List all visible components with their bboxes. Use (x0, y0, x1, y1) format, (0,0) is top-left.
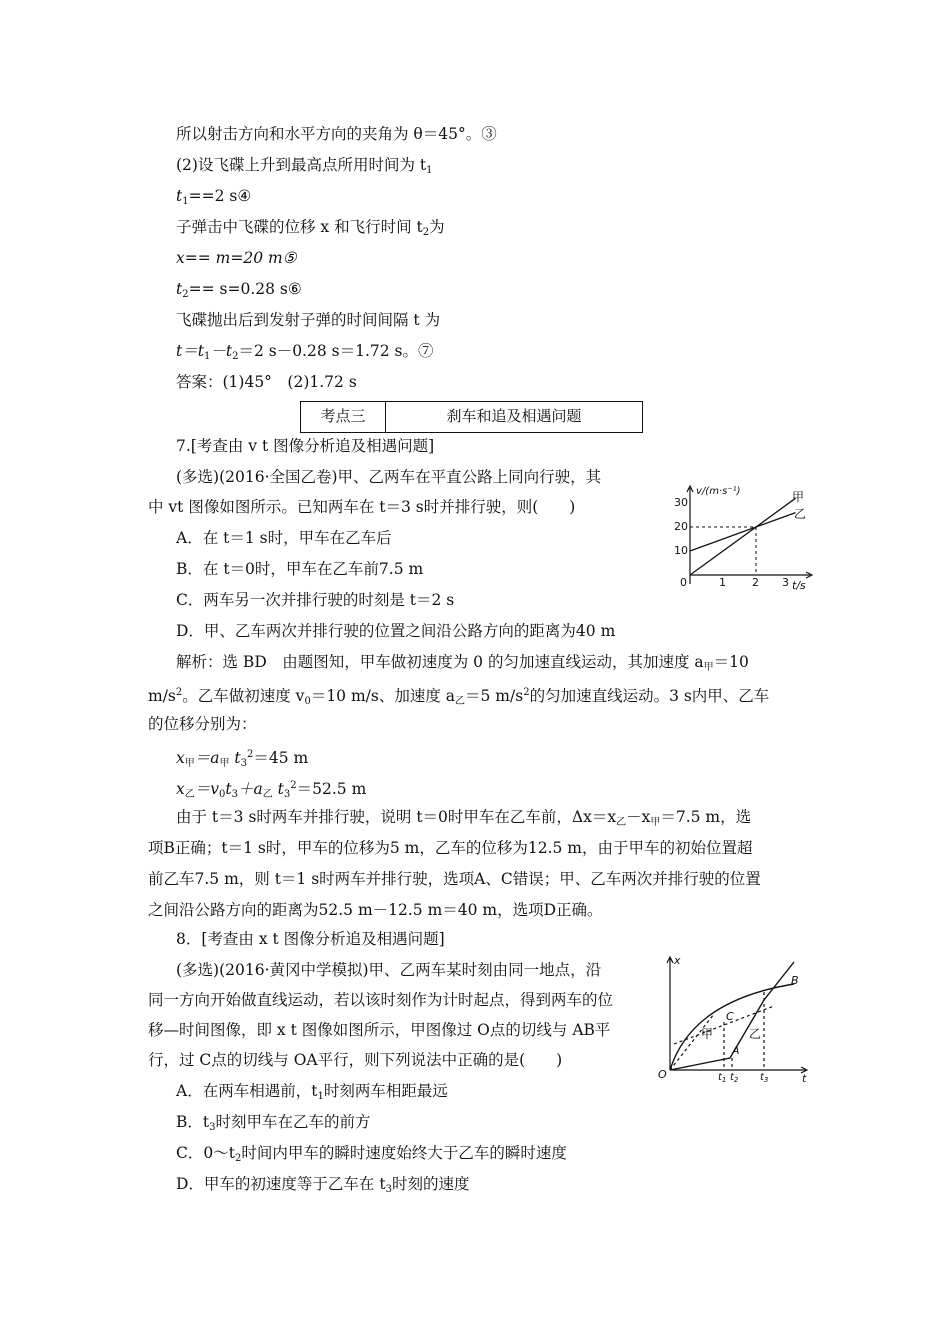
section-label: 考点三 (301, 402, 386, 432)
solution-line: 子弹击中飞碟的位移 x 和飞行时间 $t_2$为 (176, 218, 445, 238)
y-axis-label: v/(m·s⁻¹) (696, 486, 741, 497)
x-tick-label: 1 (719, 576, 726, 589)
solution-line: x== m=20 m⑤ (176, 249, 297, 267)
section-title: 刹车和追及相遇问题 (446, 407, 582, 425)
t2-label: $t_2$ (730, 1072, 739, 1082)
curve-jia-label: 甲 (701, 1027, 714, 1041)
point-c-label: C (726, 1010, 734, 1023)
q7-solution: 之间沿公路方向的距离为52.5 m－12.5 m＝40 m，选项D正确。 (148, 901, 603, 919)
t3-label: $t_3$ (760, 1072, 769, 1082)
series-label-yi: 乙 (794, 507, 807, 521)
q7-solution: 的位移分别为： (148, 715, 257, 733)
series-line-jia (690, 498, 796, 575)
q7-stem: (多选)(2016·全国乙卷)甲、乙两车在平直公路上同向行驶，其 (176, 468, 602, 486)
q8-option-d: D．甲车的初速度等于乙车在 $t_3$时刻的速度 (176, 1175, 470, 1195)
x-axis-label: t/s (792, 579, 806, 592)
series-line-yi (690, 513, 796, 551)
q8-option-c: C．$0\sim t_2$时间内甲车的瞬时速度始终大于乙车的瞬时速度 (176, 1144, 567, 1164)
solution-line: (2)设飞碟上升到最高点所用时间为 $t_1$ (176, 156, 433, 176)
axis-label-t: t (802, 1072, 807, 1082)
q7-solution: 项B正确；t＝1 s时，甲车的位移为5 m，乙车的位移为12.5 m，由于甲车的初始位置超 (148, 839, 753, 857)
q7-solution: 解析：选 BD 由题图知，甲车做初速度为 0 的匀加速直线运动，其加速度 $a_甲=10$ (176, 653, 749, 673)
solution-line: $t_1==2$ s④ (176, 187, 252, 207)
y-tick-label: 20 (674, 520, 688, 533)
q8-option-b: B．$t_3$时刻甲车在乙车的前方 (176, 1113, 371, 1133)
q8-stem: 同一方向开始做直线运动，若以该时刻作为计时起点，得到两车的位 (148, 991, 614, 1009)
vt-chart (672, 482, 822, 592)
q7-heading: 7.[考查由 v t 图像分析追及相遇问题] (176, 437, 435, 455)
q8-stem: (多选)(2016·黄冈中学模拟)甲、乙两车某时刻由同一地点，沿 (176, 961, 602, 979)
point-b-label: B (791, 974, 799, 987)
tangent-at-O (670, 1014, 714, 1070)
q7-solution: 前乙车7.5 m，则 t＝1 s时两车并排行驶，选项A、C错误；甲、乙车两次并排行驶的位置 (148, 870, 761, 888)
y-tick-label: 30 (674, 496, 688, 509)
q7-option-a: A．在 t＝1 s时，甲车在乙车后 (176, 529, 392, 547)
origin-label: O (658, 1068, 667, 1081)
solution-line: 飞碟抛出后到发射子弹的时间间隔 t 为 (176, 311, 441, 329)
x-tick-label: 2 (752, 576, 759, 589)
t1-label: $t_1$ (718, 1072, 727, 1082)
axis-label-x: x (674, 954, 681, 967)
section-table (300, 401, 643, 433)
curve-yi-label: 乙 (749, 1027, 762, 1041)
q8-heading: 8．[考查由 x t 图像分析追及相遇问题] (176, 930, 445, 948)
q8-stem: 行，过 C点的切线与 OA平行，则下列说法中正确的是( ) (148, 1051, 563, 1069)
q7-equation: $x_甲=a_甲$ $t_3^2=45$ m (176, 749, 309, 769)
q8-stem: 移—时间图像，即 x t 图像如图所示，甲图像过 O点的切线与 AB平 (148, 1021, 611, 1039)
answer-line: 答案：(1)45° (2)1.72 s (176, 373, 357, 391)
series-label-jia: 甲 (792, 490, 805, 504)
curve-jia (670, 984, 794, 1070)
q7-stem: 中 vt 图像如图所示。已知两车在 t＝3 s时并排行驶，则( ) (148, 498, 576, 516)
xt-diagram (654, 952, 814, 1082)
q8-option-a: A．在两车相遇前，$t_1$时刻两车相距最远 (176, 1082, 448, 1102)
q7-option-b: B．在 t＝0时，甲车在乙车前7.5 m (176, 560, 424, 578)
solution-line: $t=t_1-t_2=2$ s－0.28 s＝1.72 s。⑦ (176, 342, 434, 362)
q7-equation: $x_乙=v_0t_3+a_乙$ $t_3^2=52.5$ m (176, 780, 367, 800)
x-tick-label: 3 (782, 576, 789, 589)
q7-option-c: C．两车另一次并排行驶的时刻是 t＝2 s (176, 591, 455, 609)
solution-line: $t_2== s=0.28$ s⑥ (176, 280, 302, 300)
solution-line: 所以射击方向和水平方向的夹角为 θ＝45°。③ (176, 125, 497, 143)
y-tick-label: 0 (680, 576, 687, 589)
q7-option-d: D．甲、乙车两次并排行驶的位置之间沿公路方向的距离为40 m (176, 622, 616, 640)
y-tick-label: 10 (674, 544, 688, 557)
point-a-label: A (732, 1044, 740, 1057)
q7-solution: 由于 t＝3 s时两车并排行驶，说明 t＝0时甲车在乙车前，$\Delta x=x_乙-x_甲=7.5$ m，选 (176, 808, 752, 828)
q7-solution: $m/s^2$。乙车做初速度 $v_0=10$ m/s、加速度 $a_乙=5$ $m/s^2$的匀加速直线运动。3 s内甲、乙车 (148, 687, 770, 707)
